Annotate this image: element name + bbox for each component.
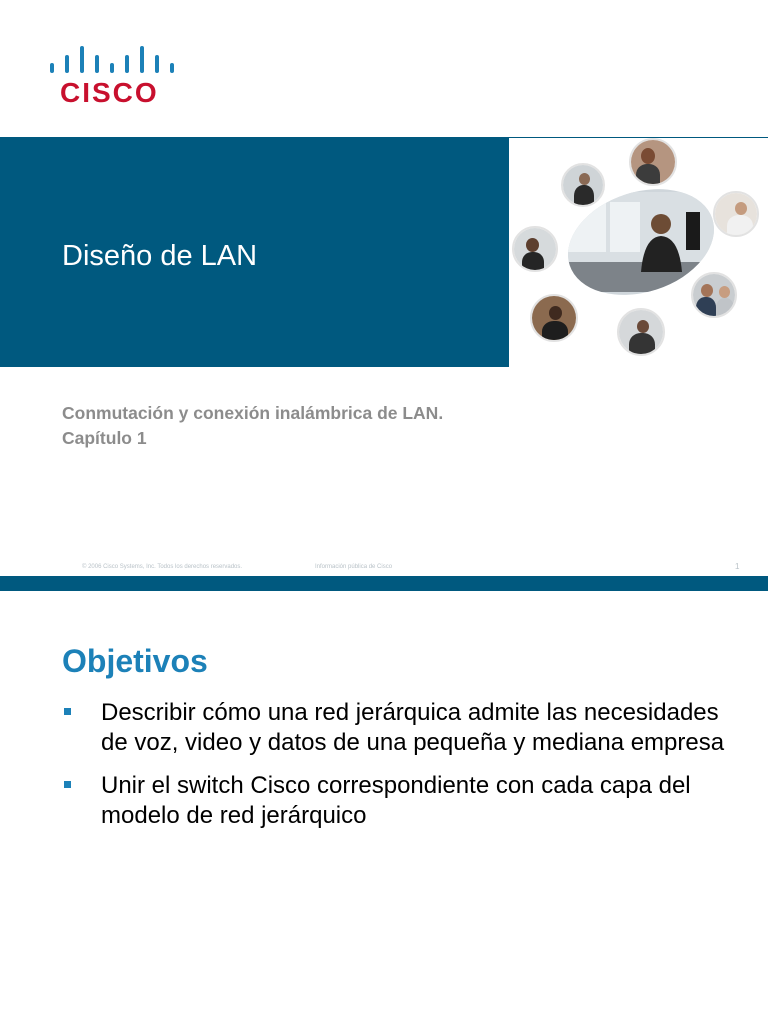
person-avatar — [530, 294, 578, 342]
subtitle-line: Capítulo 1 — [62, 428, 147, 448]
person-avatar — [629, 138, 677, 186]
subtitle-line: Conmutación y conexión inalámbrica de LAN. — [62, 403, 444, 423]
person-avatar — [512, 226, 558, 272]
bullet-text: Describir cómo una red jerárquica admite las necesidades de voz, video y datos de una pequeña y mediana empresa — [101, 699, 725, 756]
cisco-wordmark: CISCO — [60, 77, 159, 108]
person-avatar — [617, 308, 665, 356]
slide-subtitle — [62, 401, 443, 451]
page-number: 1 — [735, 562, 740, 571]
footer-copyright: © 2006 Cisco Systems, Inc. Todos los derechos reservados. — [82, 564, 243, 570]
people-collage — [509, 138, 768, 367]
objectives-slide — [0, 591, 768, 1024]
footer-classification: Información pública de Cisco — [315, 564, 393, 570]
slide-title: Diseño de LAN — [62, 240, 258, 272]
cisco-logo — [50, 44, 174, 110]
slide-footer — [0, 562, 768, 574]
bullet-list — [62, 698, 742, 844]
title-banner — [0, 137, 768, 367]
person-avatar — [713, 191, 759, 237]
person-avatar — [691, 272, 737, 318]
person-avatar — [561, 163, 605, 207]
bullet-text: Unir el switch Cisco correspondiente con cada capa del modelo de red jerárquico — [101, 772, 691, 829]
slide-title: Objetivos — [62, 643, 208, 679]
slide-divider — [0, 576, 768, 591]
cisco-bars-icon — [50, 44, 174, 76]
bullet-item — [62, 698, 742, 758]
square-bullet-icon — [64, 781, 71, 788]
square-bullet-icon — [64, 708, 71, 715]
bullet-item — [62, 771, 742, 831]
